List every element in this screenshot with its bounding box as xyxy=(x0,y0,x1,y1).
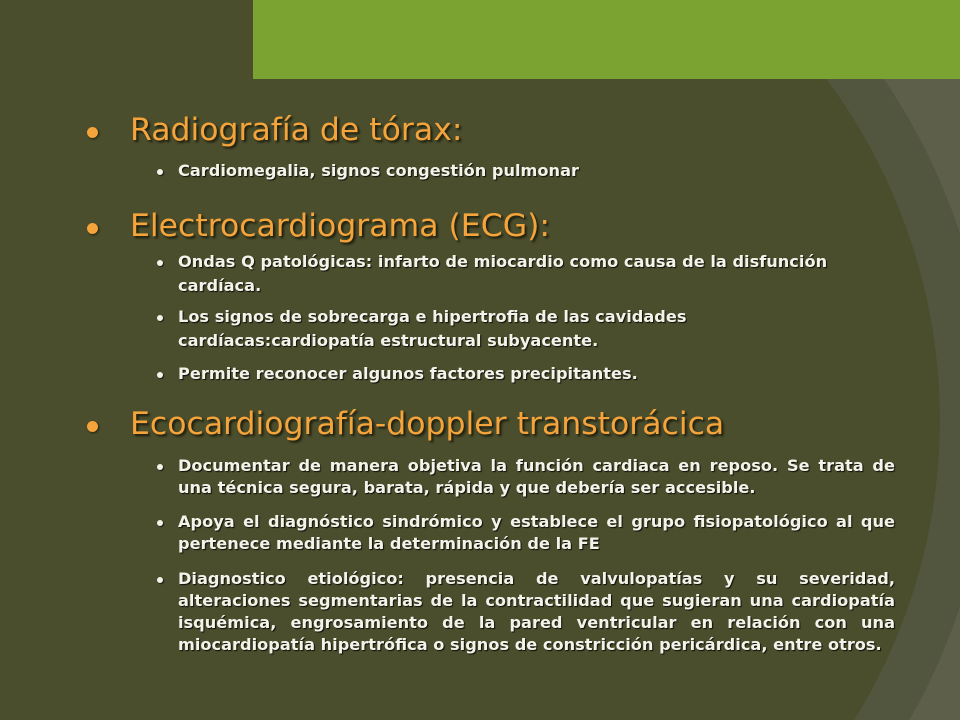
heading-ecg xyxy=(130,208,550,244)
item-text-line: Documentar de manera objetiva la función cardiaca en reposo. Se trata de xyxy=(178,456,895,475)
heading-bullet-icon xyxy=(87,421,98,432)
item-text-line: Diagnostico etiológico: presencia de valvulopatías y su severidad, xyxy=(178,569,895,588)
item-text-line: una técnica segura, barata, rápida y que debería ser accesible. xyxy=(178,478,756,497)
bullet-icon xyxy=(157,260,163,266)
item-text-line: Ondas Q patológicas: infarto de miocardio como causa de la disfunción xyxy=(178,252,828,271)
bullet-icon xyxy=(157,464,163,470)
list-item xyxy=(178,362,895,386)
item-text-line: Apoya el diagnóstico sindrómico y establece el grupo fisiopatológico al que xyxy=(178,512,895,531)
heading-ecocardiografia xyxy=(130,406,724,442)
item-text-line: Cardiomegalia, signos congestión pulmonar xyxy=(178,161,579,180)
item-text-line: isquémica, engrosamiento de la pared ventricular en relación con una xyxy=(178,613,895,632)
bullet-icon xyxy=(157,315,163,321)
heading-bullet-icon xyxy=(87,127,98,138)
heading-text: Ecocardiografía-doppler transtorácica xyxy=(130,406,725,442)
header-accent-bar xyxy=(253,0,960,79)
list-item xyxy=(178,511,895,555)
item-text-line: cardíacas:cardiopatía estructural subyacente. xyxy=(178,331,599,350)
heading-bullet-icon xyxy=(87,223,98,234)
item-text-line: miocardiopatía hipertrófica o signos de constricción pericárdica, entre otros. xyxy=(178,635,882,654)
bullet-icon xyxy=(157,169,163,175)
bullet-icon xyxy=(157,520,163,526)
list-item xyxy=(178,455,895,499)
item-text-line: pertenece mediante la determinación de la FE xyxy=(178,534,600,553)
list-item xyxy=(178,250,895,298)
item-text-line: Los signos de sobrecarga e hipertrofia de las cavidades xyxy=(178,307,687,326)
bullet-icon xyxy=(157,577,163,583)
item-text-line: Permite reconocer algunos factores precipitantes. xyxy=(178,364,638,383)
heading-text: Electrocardiograma (ECG): xyxy=(130,208,551,244)
item-text-line: cardíaca. xyxy=(178,276,262,295)
heading-radiografia xyxy=(130,112,462,148)
item-text-line: alteraciones segmentarias de la contractilidad que sugieran una cardiopatía xyxy=(178,591,895,610)
list-item xyxy=(178,160,895,182)
heading-text: Radiografía de tórax: xyxy=(130,112,463,148)
list-item xyxy=(178,305,895,353)
bullet-icon xyxy=(157,372,163,378)
list-item xyxy=(178,568,895,656)
